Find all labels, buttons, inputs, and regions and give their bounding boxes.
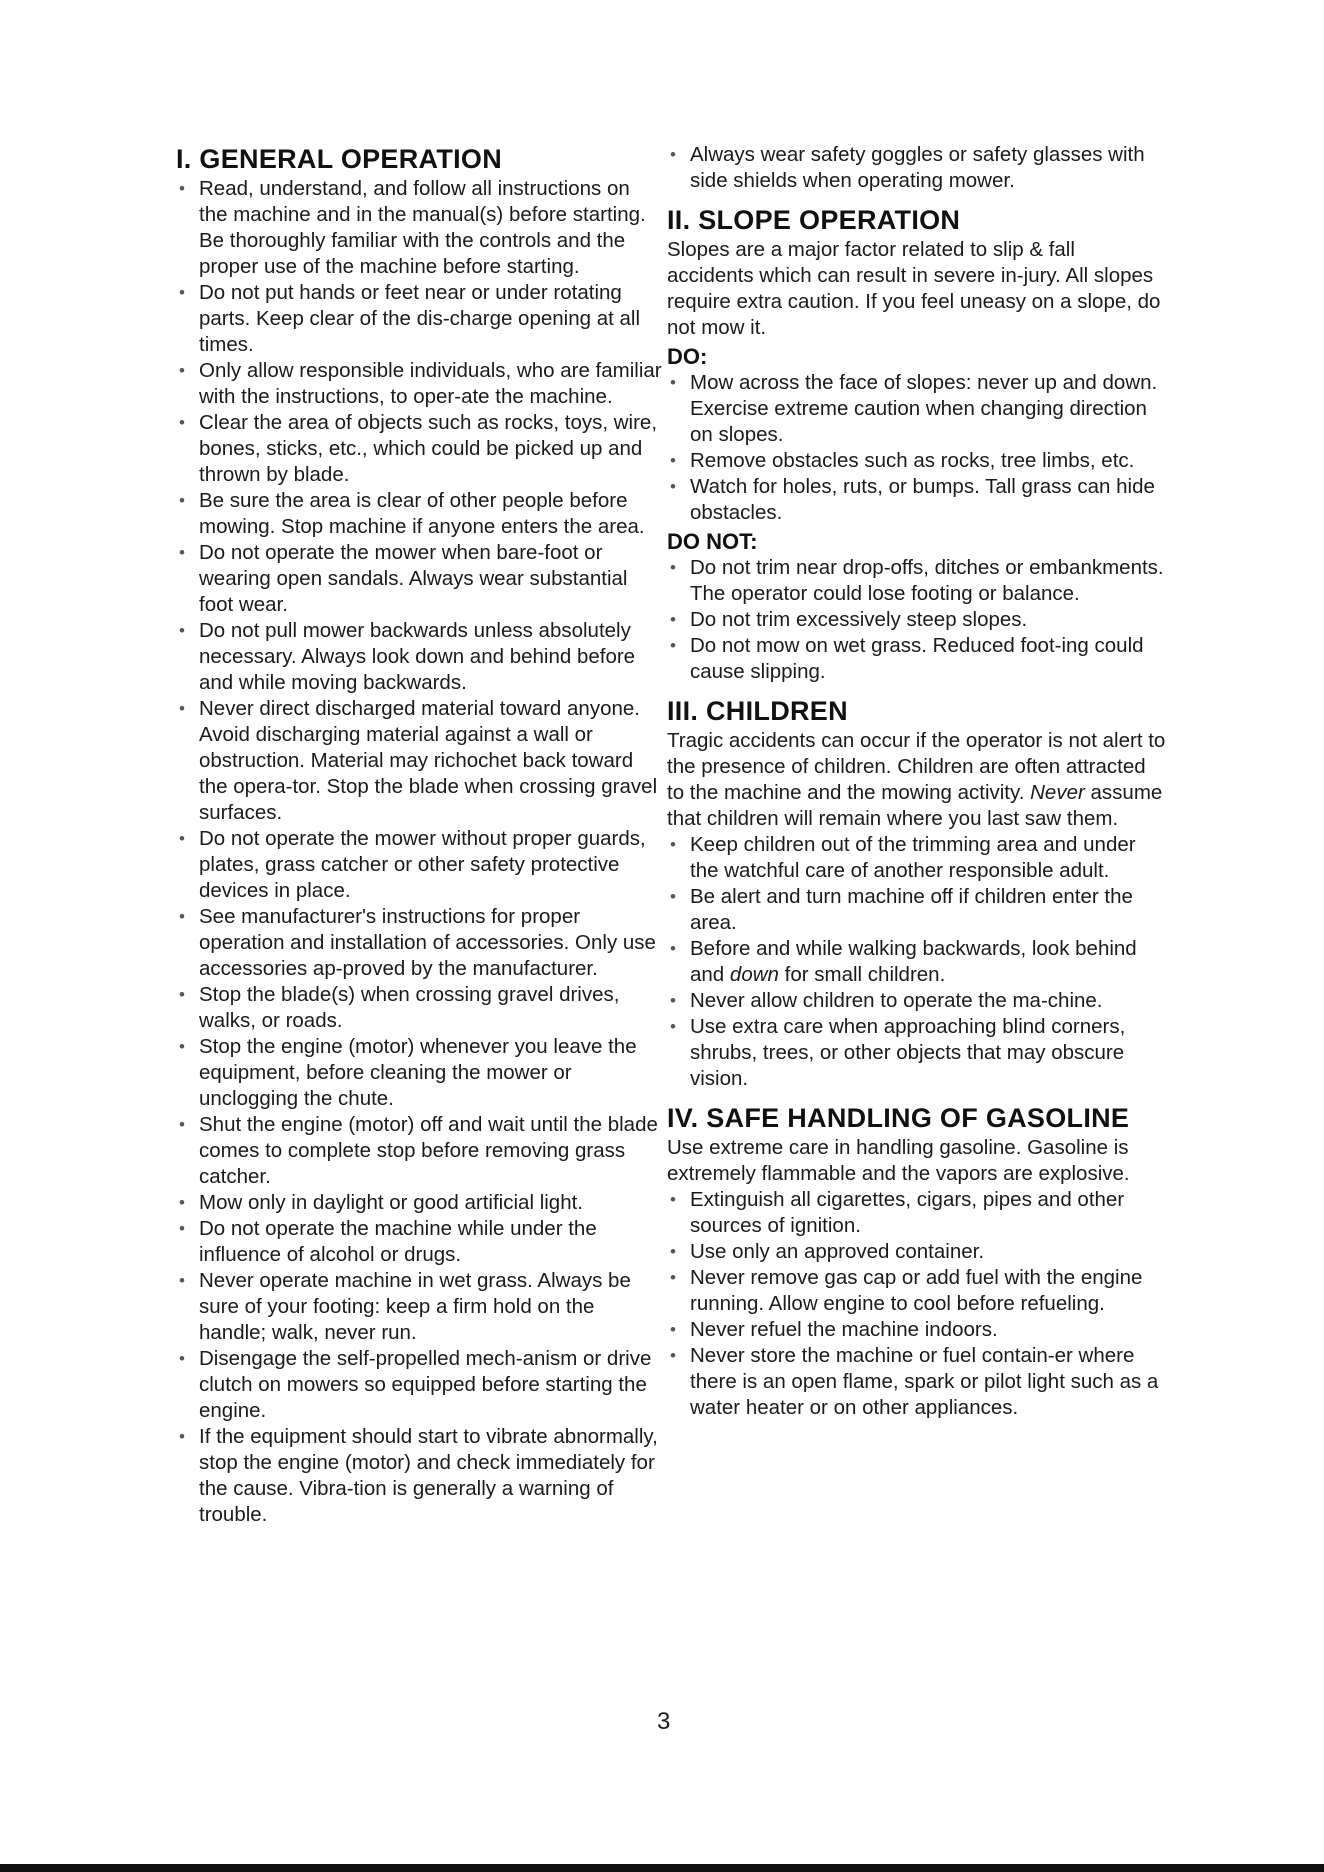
right-column (667, 142, 1167, 1421)
gasoline-list (667, 1187, 1167, 1421)
list-item: • Do not trim near drop-offs, ditches or embankments. The operator could lose footing or balance. (667, 555, 1167, 607)
list-item: • Use extra care when approaching blind corners, shrubs, trees, or other objects that may obscure vision. (667, 1014, 1167, 1092)
slope-operation-section (667, 203, 1167, 685)
list-item: • Be sure the area is clear of other people before mowing. Stop machine if anyone enters the area. (176, 488, 662, 540)
list-item: • Never operate machine in wet grass. Always be sure of your footing: keep a firm hold on the handle; walk, never run. (176, 1268, 662, 1346)
children-intro: Tragic accidents can occur if the operator is not alert to the presence of children. Children are often attracted to the machine and the mowing activity. Never assume that children will remain where you last saw them. (667, 729, 1166, 830)
list-item: • Watch for holes, ruts, or bumps. Tall grass can hide obstacles. (667, 474, 1167, 526)
list-item: • Do not mow on wet grass. Reduced foot-ing could cause slipping. (667, 633, 1167, 685)
children-section (667, 694, 1167, 1092)
list-item: • Use only an approved container. (667, 1239, 1167, 1265)
general-operation-list (176, 176, 662, 1528)
list-item: • Never refuel the machine indoors. (667, 1317, 1167, 1343)
list-item: • If the equipment should start to vibrate abnormally, stop the engine (motor) and check immediately for the cause. Vibra-tion is generally a warning of trouble. (176, 1424, 662, 1528)
list-item: • Do not trim excessively steep slopes. (667, 607, 1167, 633)
list-item: • Do not put hands or feet near or under rotating parts. Keep clear of the dis-charge opening at all times. (176, 280, 662, 358)
slope-operation-intro: Slopes are a major factor related to slip & fall accidents which can result in severe in-jury. All slopes require extra caution. If you feel uneasy on a slope, do not mow it. (667, 238, 1161, 339)
list-item: • Before and while walking backwards, look behind and down for small children. (667, 936, 1167, 988)
list-item: • Never direct discharged material toward anyone. Avoid discharging material against a wall or obstruction. Material may richochet back toward the opera-tor. Stop the blade when crossing gravel surfaces. (176, 696, 662, 826)
list-item: • Read, understand, and follow all instructions on the machine and in the manual(s) before starting. Be thoroughly familiar with the controls and the proper use of the machine before starting. (176, 176, 662, 280)
left-column (176, 142, 662, 1528)
list-item: • Remove obstacles such as rocks, tree limbs, etc. (667, 448, 1167, 474)
list-item: • Do not pull mower backwards unless absolutely necessary. Always look down and behind before and while moving backwards. (176, 618, 662, 696)
list-item: • Disengage the self-propelled mech-anism or drive clutch on mowers so equipped before starting the engine. (176, 1346, 662, 1424)
gasoline-intro: Use extreme care in handling gasoline. Gasoline is extremely flammable and the vapors are explosive. (667, 1136, 1130, 1185)
bottom-border (0, 1864, 1324, 1872)
do-not-list (667, 555, 1167, 685)
children-heading: III. CHILDREN (667, 696, 848, 726)
slope-operation-heading: II. SLOPE OPERATION (667, 205, 961, 235)
list-item: • Be alert and turn machine off if children enter the area. (667, 884, 1167, 936)
list-item: • Clear the area of objects such as rocks, toys, wire, bones, sticks, etc., which could be picked up and thrown by blade. (176, 410, 662, 488)
list-item: • Do not operate the machine while under the influence of alcohol or drugs. (176, 1216, 662, 1268)
list-item: • Keep children out of the trimming area and under the watchful care of another responsible adult. (667, 832, 1167, 884)
list-item: • Never remove gas cap or add fuel with the engine running. Allow engine to cool before refueling. (667, 1265, 1167, 1317)
general-operation-heading: I. GENERAL OPERATION (176, 144, 503, 174)
list-item: • See manufacturer's instructions for proper operation and installation of accessories. Only use accessories ap-proved by the manufacturer. (176, 904, 662, 982)
gasoline-section (667, 1101, 1167, 1421)
list-item: • Always wear safety goggles or safety glasses with side shields when operating mower. (667, 142, 1167, 194)
list-item: • Stop the blade(s) when crossing gravel drives, walks, or roads. (176, 982, 662, 1034)
list-item: • Mow across the face of slopes: never up and down. Exercise extreme caution when changing direction on slopes. (667, 370, 1167, 448)
page-number: 3 (657, 1708, 671, 1735)
list-item: • Shut the engine (motor) off and wait until the blade comes to complete stop before removing grass catcher. (176, 1112, 662, 1190)
list-item: • Mow only in daylight or good artificial light. (176, 1190, 662, 1216)
list-item: • Stop the engine (motor) whenever you leave the equipment, before cleaning the mower or unclogging the chute. (176, 1034, 662, 1112)
list-item: • Never allow children to operate the ma-chine. (667, 988, 1167, 1014)
general-operation-list-continued (667, 142, 1167, 194)
list-item: • Do not operate the mower without proper guards, plates, grass catcher or other safety protective devices in place. (176, 826, 662, 904)
list-item: • Do not operate the mower when bare-foot or wearing open sandals. Always wear substantial foot wear. (176, 540, 662, 618)
list-item: • Extinguish all cigarettes, cigars, pipes and other sources of ignition. (667, 1187, 1167, 1239)
do-not-label: DO NOT: (667, 529, 758, 554)
list-item: • Only allow responsible individuals, who are familiar with the instructions, to oper-ate the machine. (176, 358, 662, 410)
do-label: DO: (667, 344, 708, 369)
children-list (667, 832, 1167, 1092)
gasoline-heading: IV. SAFE HANDLING OF GASOLINE (667, 1103, 1130, 1133)
list-item: • Never store the machine or fuel contain-er where there is an open flame, spark or pilot light such as a water heater or on other appliances. (667, 1343, 1167, 1421)
do-list (667, 370, 1167, 526)
